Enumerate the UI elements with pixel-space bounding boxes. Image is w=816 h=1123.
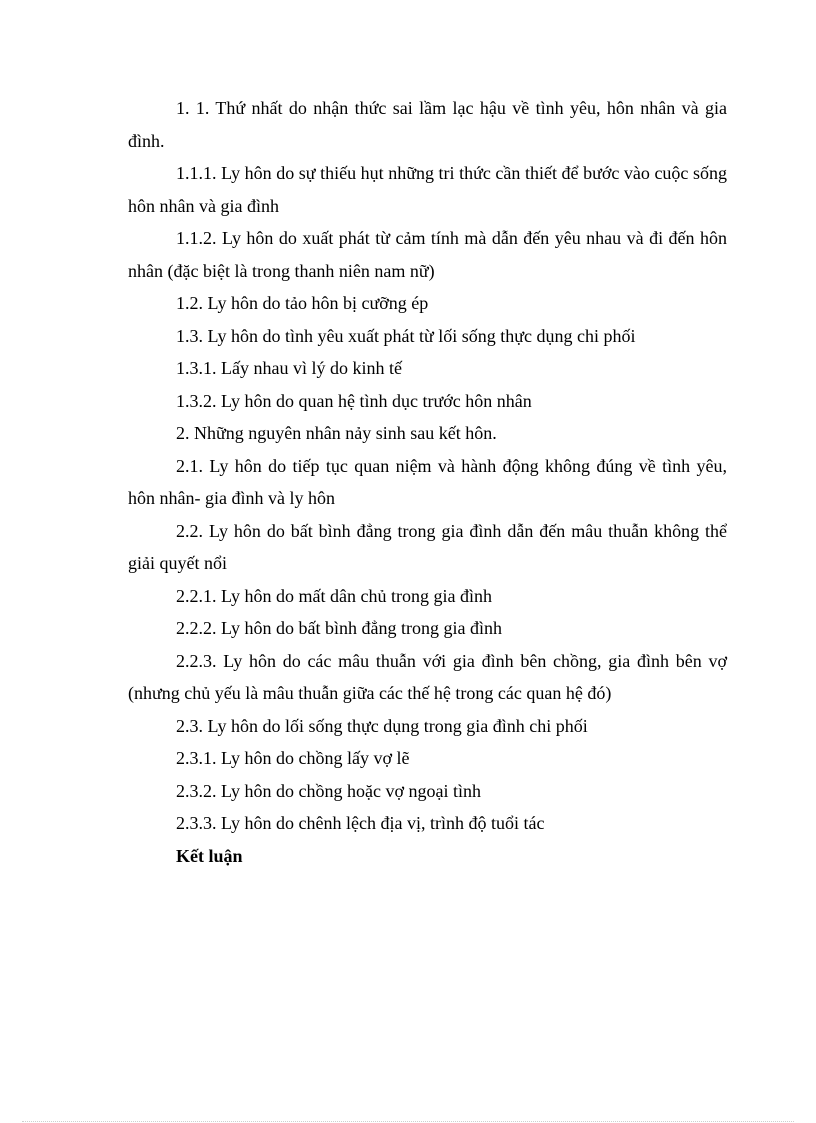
paragraph-1-1: 1. 1. Thứ nhất do nhận thức sai lầm lạc hậu về tình yêu, hôn nhân và gia đình. bbox=[128, 98, 727, 151]
paragraph-1-1-2: 1.1.2. Ly hôn do xuất phát từ cảm tính mà dẫn đến yêu nhau và đi đến hôn nhân (đặc biệt là trong thanh niên nam nữ) bbox=[128, 228, 727, 281]
paragraph-1-3-2: 1.3.2. Ly hôn do quan hệ tình dục trước hôn nhân bbox=[176, 390, 532, 411]
paragraph-2: 2. Những nguyên nhân nảy sinh sau kết hôn. bbox=[176, 423, 497, 443]
paragraph-2-3-2: 2.3.2. Ly hôn do chồng hoặc vợ ngoại tình bbox=[176, 780, 481, 801]
paragraph-1-3-1: 1.3.1. Lấy nhau vì lý do kinh tế bbox=[176, 358, 402, 378]
paragraph-2-2: 2.2. Ly hôn do bất bình đẳng trong gia đình dẫn đến mâu thuẫn không thể giải quyết nổi bbox=[128, 520, 727, 573]
document-body bbox=[128, 92, 727, 872]
paragraph-1-3: 1.3. Ly hôn do tình yêu xuất phát từ lối sống thực dụng chi phối bbox=[176, 325, 636, 346]
paragraph-1-2: 1.2. Ly hôn do tảo hôn bị cưỡng ép bbox=[176, 293, 429, 313]
paragraph-2-3-1: 2.3.1. Ly hôn do chồng lấy vợ lẽ bbox=[176, 748, 410, 768]
conclusion-heading: Kết luận bbox=[176, 845, 243, 866]
paragraph-2-3-3: 2.3.3. Ly hôn do chênh lệch địa vị, trình độ tuổi tác bbox=[176, 813, 545, 833]
paragraph-2-2-1: 2.2.1. Ly hôn do mất dân chủ trong gia đình bbox=[176, 585, 492, 606]
paragraph-2-1: 2.1. Ly hôn do tiếp tục quan niệm và hành động không đúng về tình yêu, hôn nhân- gia đình và ly hôn bbox=[128, 455, 727, 508]
paragraph-1-1-1: 1.1.1. Ly hôn do sự thiếu hụt những tri thức cần thiết để bước vào cuộc sống hôn nhân và gia đình bbox=[128, 163, 727, 216]
page-bottom-rule bbox=[22, 1121, 794, 1122]
paragraph-2-2-3: 2.2.3. Ly hôn do các mâu thuẫn với gia đình bên chồng, gia đình bên vợ (nhưng chủ yếu là mâu thuẫn giữa các thế hệ trong các quan hệ đó) bbox=[128, 650, 727, 703]
paragraph-2-2-2: 2.2.2. Ly hôn do bất bình đẳng trong gia đình bbox=[176, 618, 502, 638]
paragraph-2-3: 2.3. Ly hôn do lối sống thực dụng trong gia đình chi phối bbox=[176, 715, 588, 736]
